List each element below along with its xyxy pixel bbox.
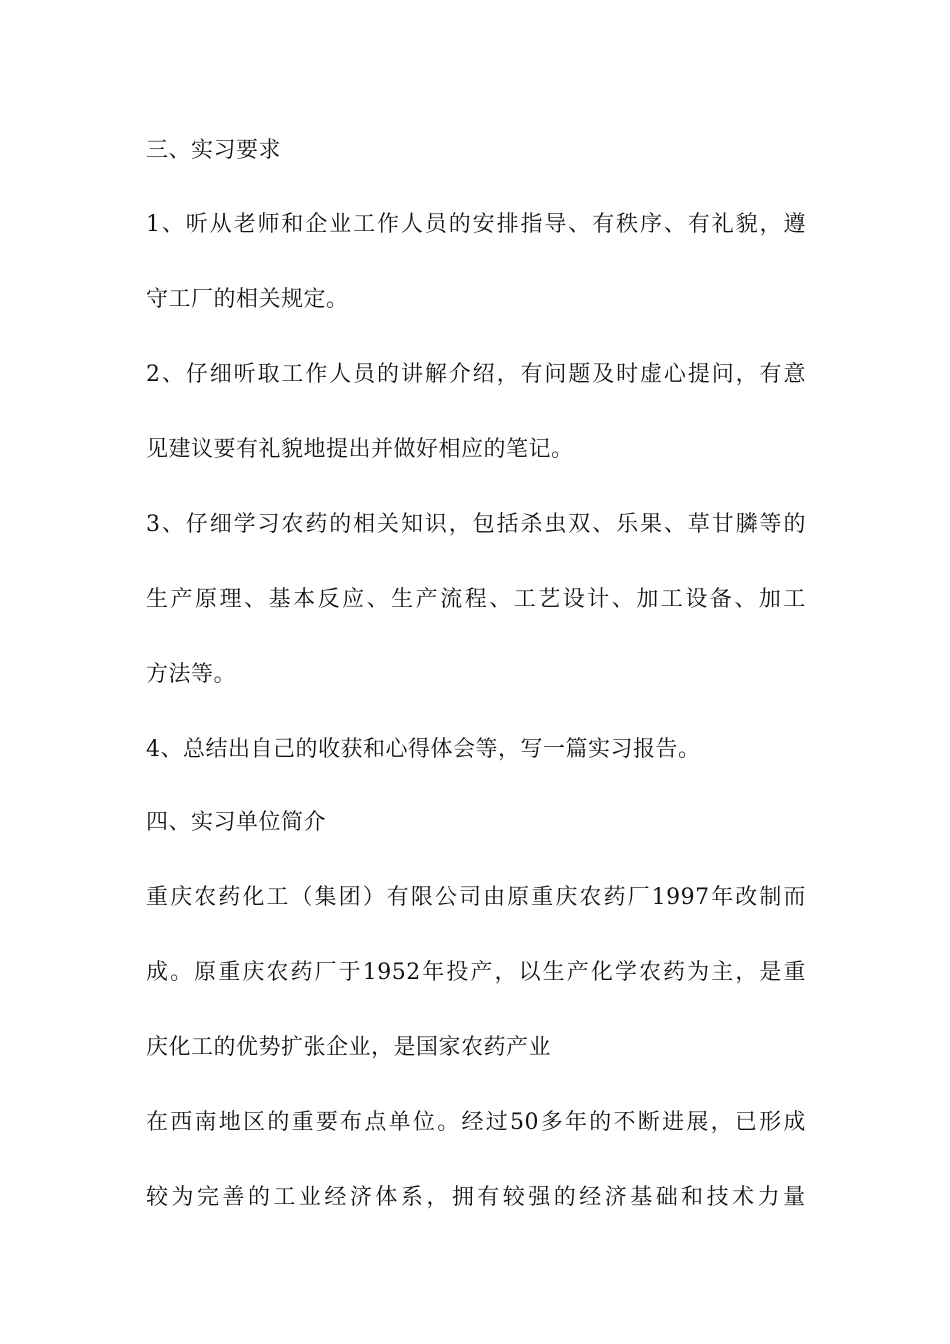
paragraph-line: 3 、 仔 细 学 习 农 药 的 相 关 知 识 ， 包 括 杀 虫 双 、 乐 果 、 草 甘 膦 等 的 xyxy=(146,512,806,537)
paragraph-line: 1 、 听 从 老 师 和 企 业 工 作 人 员 的 安 排 指 导 、 有 秩 序 、 有 礼 貌 ， 遵 xyxy=(146,212,806,237)
paragraph-line: 方法等。 xyxy=(146,662,237,687)
paragraph-line: 4、总结出自己的收获和心得体会等，写一篇实习报告。 xyxy=(146,737,701,762)
paragraph-line: 见建议要有礼貌地提出并做好相应的笔记。 xyxy=(146,437,574,462)
paragraph-line: 在 西 南 地 区 的 重 要 布 点 单 位 。 经 过 50 多 年 的 不 断 进 展 ， 已 形 成 xyxy=(146,1110,806,1135)
heading-internship-requirements: 三、实习要求 xyxy=(146,138,282,163)
paragraph-line: 庆化工的优势扩张企业，是国家农药产业 xyxy=(146,1035,552,1060)
paragraph-line: 成 。 原 重 庆 农 药 厂 于 1952 年 投 产 ， 以 生 产 化 学 农 药 为 主 ， 是 重 xyxy=(146,960,806,985)
paragraph-line: 2 、 仔 细 听 取 工 作 人 员 的 讲 解 介 绍 ， 有 问 题 及 时 虚 心 提 问 ， 有 意 xyxy=(146,362,806,387)
paragraph-line: 守工厂的相关规定。 xyxy=(146,287,349,312)
paragraph-line: 生 产 原 理 、 基 本 反 应 、 生 产 流 程 、 工 艺 设 计 、 加 工 设 备 、 加 工 xyxy=(146,587,806,612)
paragraph-line: 重 庆 农 药 化 工 （ 集 团 ） 有 限 公 司 由 原 重 庆 农 药 厂 1997 年 改 制 而 xyxy=(146,885,806,910)
heading-company-profile: 四、实习单位简介 xyxy=(146,810,327,835)
paragraph-line: 较 为 完 善 的 工 业 经 济 体 系 ， 拥 有 较 强 的 经 济 基 础 和 技 术 力 量 xyxy=(146,1185,806,1210)
